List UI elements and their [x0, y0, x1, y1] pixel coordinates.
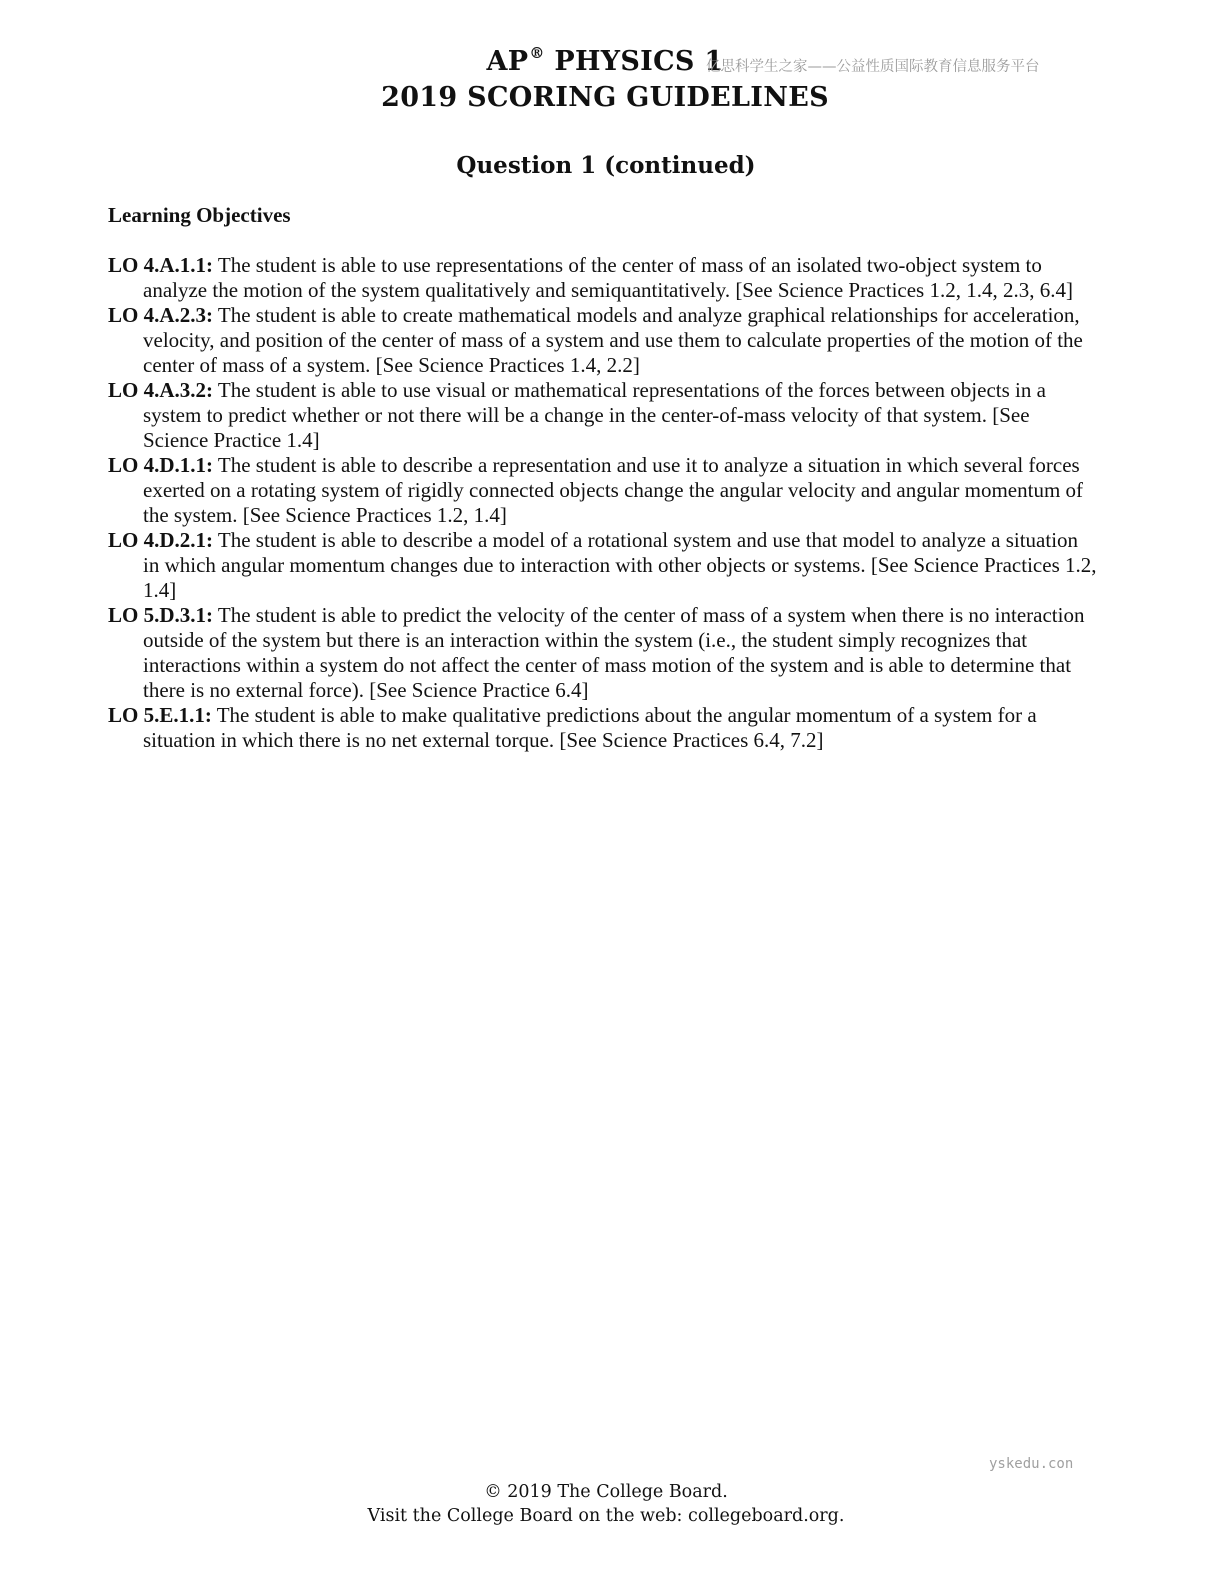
learning-objectives-list [108, 253, 1098, 753]
objective-code: LO 4.A.3.2: [108, 378, 213, 402]
objective-code: LO 5.D.3.1: [108, 603, 213, 627]
learning-objective [108, 528, 1098, 603]
learning-objective [108, 603, 1098, 703]
objective-text: The student is able to describe a representation and use it to analyze a situation in which several forces exerted on a rotating system of rigidly connected objects change the angular velocity and angular momentum of the system. [See Science Practices 1.2, 1.4] [143, 453, 1084, 527]
objective-text: The student is able to use visual or mathematical representations of the forces between objects in a system to predict whether or not there will be a change in the center-of-mass velocity of that system. [See Science Practice 1.4] [143, 378, 1046, 452]
section-heading: Learning Objectives [108, 203, 291, 227]
learning-objective [108, 253, 1098, 303]
objective-text: The student is able to make qualitative predictions about the angular momentum of a system for a situation in which there is no net external torque. [See Science Practices 6.4, 7.2] [143, 703, 1037, 752]
title-subject: PHYSICS 1 [544, 46, 724, 77]
learning-objective [108, 378, 1098, 453]
title-ap: AP [486, 46, 529, 77]
website-text: Visit the College Board on the web: collegeboard.org. [367, 1506, 845, 1526]
footer [0, 1480, 1212, 1528]
objective-text: The student is able to create mathematical models and analyze graphical relationships for acceleration, velocity, and position of the center of mass of a system and use them to calculate properties of the motion of the center of mass of a system. [See Science Practices 1.4, 2.2] [143, 303, 1083, 377]
objective-code: LO 4.A.2.3: [108, 303, 213, 327]
objective-code: LO 4.D.2.1: [108, 528, 213, 552]
objective-text: The student is able to describe a model of a rotational system and use that model to analyze a situation in which angular momentum changes due to interaction with other objects or systems. [See Science Practices 1.2, 1.4] [143, 528, 1097, 602]
objective-text: The student is able to use representations of the center of mass of an isolated two-object system to analyze the motion of the system qualitatively and semiquantitatively. [See Science Practices 1.2, 1.4, 2.3, 6.4] [143, 253, 1073, 302]
learning-objective [108, 453, 1098, 528]
document-subtitle: 2019 SCORING GUIDELINES [381, 82, 829, 113]
objective-code: LO 5.E.1.1: [108, 703, 212, 727]
question-title: Question 1 (continued) [456, 152, 756, 179]
learning-objective [108, 303, 1098, 378]
learning-objective [108, 703, 1098, 753]
copyright-text: © 2019 The College Board. [484, 1482, 728, 1502]
registered-mark: ® [529, 44, 545, 62]
objective-code: LO 4.A.1.1: [108, 253, 213, 277]
objective-code: LO 4.D.1.1: [108, 453, 213, 477]
objective-text: The student is able to predict the velocity of the center of mass of a system when there is no interaction outside of the system but there is an interaction within the system (i.e., the student simply recognizes that interactions within a system do not affect the center of mass motion of the system and is able to determine that there is no external force). [See Science Practice 6.4] [143, 603, 1085, 702]
watermark-top: 亿思科学生之家——公益性质国际教育信息服务平台 [706, 59, 1040, 75]
watermark-bottom: yskedu.con [989, 1456, 1074, 1472]
